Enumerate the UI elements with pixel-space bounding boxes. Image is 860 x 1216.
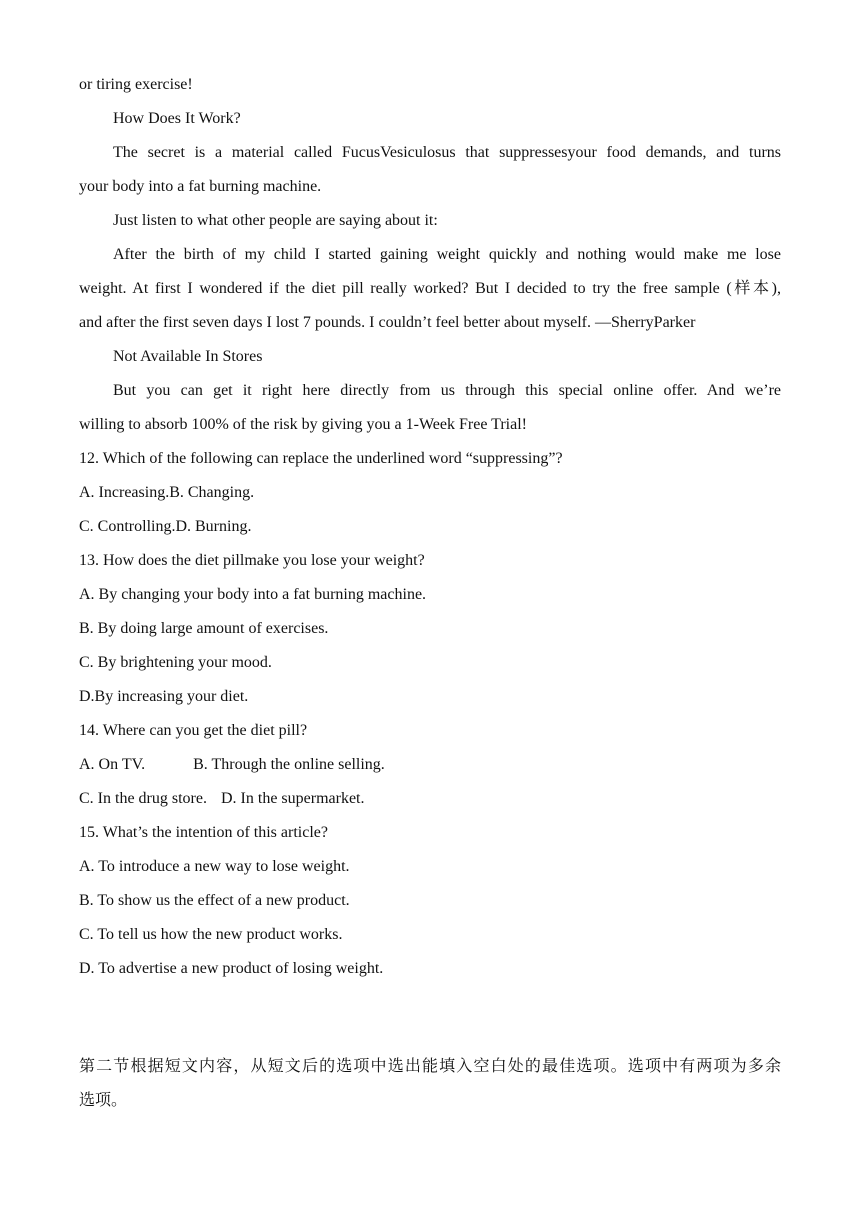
testimonial-line: After the birth of my child I started gaining weight quickly and nothing would make me lose [113, 246, 781, 263]
question-14-option-d: D. In the supermarket. [220, 790, 365, 807]
section-2-instructions: 第二节根据短文内容，从短文后的选项中选出能填入空白处的最佳选项。选项中有两项为多余 [79, 1056, 781, 1075]
passage-heading-how-it-works: How Does It Work? [113, 110, 241, 127]
question-13-option-c: C. By brightening your mood. [79, 654, 272, 671]
passage-line: willing to absorb 100% of the risk by giving you a 1-Week Free Trial! [79, 416, 527, 433]
question-13-option-d: D.By increasing your diet. [79, 688, 249, 705]
passage-heading-not-available: Not Available In Stores [113, 348, 263, 365]
question-13-option-b: B. By doing large amount of exercises. [79, 620, 329, 637]
passage-line: your body into a fat burning machine. [79, 178, 322, 195]
question-13: 13. How does the diet pillmake you lose your weight? [79, 552, 425, 569]
passage-line: But you can get it right here directly from us through this special online offer. And we’re [113, 382, 781, 399]
question-14: 14. Where can you get the diet pill? [79, 722, 308, 739]
question-14-options-ab [79, 755, 781, 775]
testimonial-line: weight. At first I wondered if the diet pill really worked? But I decided to try the free sample (样本), [79, 280, 781, 297]
question-15-option-a: A. To introduce a new way to lose weight. [79, 858, 350, 875]
question-12-options-ab: A. Increasing.B. Changing. [79, 484, 255, 501]
question-13-option-a: A. By changing your body into a fat burning machine. [79, 586, 427, 603]
question-14-options-cd [79, 789, 781, 809]
question-12-options-cd: C. Controlling.D. Burning. [79, 518, 252, 535]
passage-line: or tiring exercise! [79, 76, 193, 93]
passage-line: The secret is a material called FucusVesiculosus that suppressesyour food demands, and turns [113, 144, 781, 161]
question-15-option-b: B. To show us the effect of a new product. [79, 892, 350, 909]
section-2-instructions-end: 选项。 [79, 1090, 128, 1109]
passage-line: Just listen to what other people are saying about it: [113, 212, 438, 229]
question-14-option-b: B. Through the online selling. [193, 756, 385, 773]
question-15: 15. What’s the intention of this article? [79, 824, 328, 841]
question-14-option-c: C. In the drug store. [79, 790, 207, 807]
question-12: 12. Which of the following can replace the underlined word “suppressing”? [79, 450, 563, 467]
question-14-option-a: A. On TV. [79, 756, 146, 773]
testimonial-line: and after the first seven days I lost 7 pounds. I couldn’t feel better about myself. —SherryParker [79, 314, 696, 331]
question-15-option-d: D. To advertise a new product of losing weight. [79, 960, 384, 977]
question-15-option-c: C. To tell us how the new product works. [79, 926, 343, 943]
